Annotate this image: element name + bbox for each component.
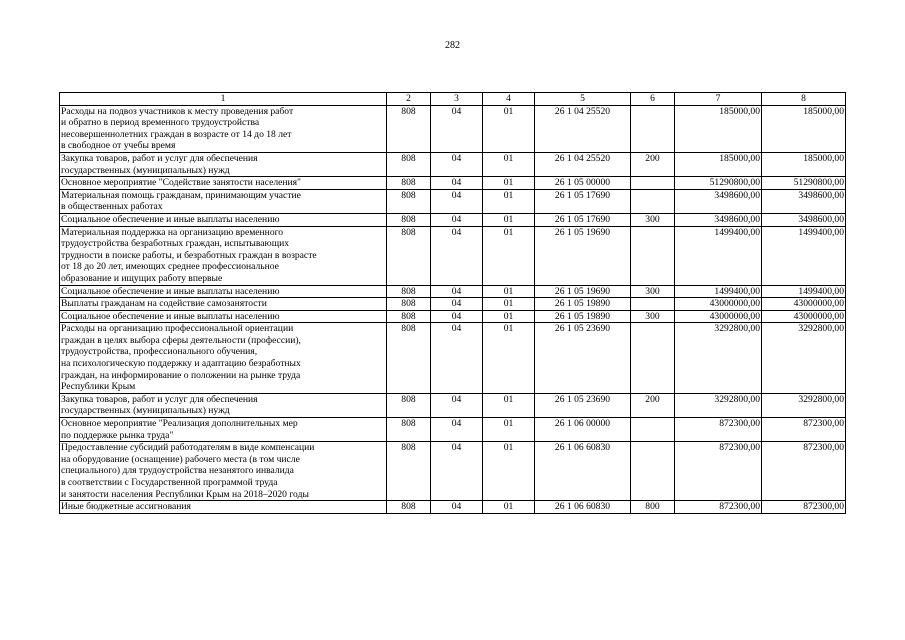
subsection-code-cell: 01 bbox=[483, 189, 535, 213]
target-article-cell: 26 1 05 00000 bbox=[535, 177, 631, 190]
amount-2020-cell: 872300,00 bbox=[762, 501, 846, 514]
header-cell: 7 bbox=[675, 93, 762, 106]
target-article-cell: 26 1 04 25520 bbox=[535, 105, 631, 152]
header-cell: 8 bbox=[762, 93, 846, 106]
ministry-code-cell: 808 bbox=[387, 310, 431, 323]
section-code-cell: 04 bbox=[431, 442, 483, 501]
ministry-code-cell: 808 bbox=[387, 177, 431, 190]
table-row bbox=[60, 285, 846, 298]
subsection-code-cell: 01 bbox=[483, 418, 535, 442]
expense-type-cell: 300 bbox=[631, 213, 675, 226]
amount-2020-cell: 3498600,00 bbox=[762, 213, 846, 226]
subsection-code-cell: 01 bbox=[483, 105, 535, 152]
expense-type-cell: 200 bbox=[631, 393, 675, 417]
subsection-code-cell: 01 bbox=[483, 501, 535, 514]
table-row bbox=[60, 501, 846, 514]
table-row bbox=[60, 310, 846, 323]
subsection-code-cell: 01 bbox=[483, 285, 535, 298]
amount-2020-cell: 3498600,00 bbox=[762, 189, 846, 213]
amount-2020-cell: 1499400,00 bbox=[762, 226, 846, 285]
target-article-cell: 26 1 05 19690 bbox=[535, 285, 631, 298]
target-article-cell: 26 1 06 60830 bbox=[535, 501, 631, 514]
section-code-cell: 04 bbox=[431, 501, 483, 514]
subsection-code-cell: 01 bbox=[483, 442, 535, 501]
row-name-cell: Предоставление субсидий работодателям в виде компенсации на оборудование (оснащение) рабочего места (в том числе специального) для трудоустройства незанятого инвалида в соответствии с Государственной программой труда и занятости населения Республики Крым на 2018–2020 годы bbox=[60, 442, 387, 501]
header-cell: 1 bbox=[60, 93, 387, 106]
section-code-cell: 04 bbox=[431, 152, 483, 176]
amount-2020-cell: 185000,00 bbox=[762, 105, 846, 152]
amount-2020-cell: 3292800,00 bbox=[762, 393, 846, 417]
section-code-cell: 04 bbox=[431, 226, 483, 285]
ministry-code-cell: 808 bbox=[387, 393, 431, 417]
table-row bbox=[60, 152, 846, 176]
row-name-cell: Выплаты гражданам на содействие самозанятости bbox=[60, 298, 387, 311]
amount-2019-cell: 1499400,00 bbox=[675, 285, 762, 298]
amount-2019-cell: 872300,00 bbox=[675, 442, 762, 501]
amount-2020-cell: 872300,00 bbox=[762, 442, 846, 501]
target-article-cell: 26 1 05 19890 bbox=[535, 310, 631, 323]
table-body bbox=[60, 105, 846, 513]
amount-2019-cell: 3498600,00 bbox=[675, 213, 762, 226]
subsection-code-cell: 01 bbox=[483, 298, 535, 311]
section-code-cell: 04 bbox=[431, 285, 483, 298]
expense-type-cell bbox=[631, 442, 675, 501]
row-name-cell: Социальное обеспечение и иные выплаты населению bbox=[60, 310, 387, 323]
row-name-cell: Расходы на организацию профессиональной ориентации граждан в целях выбора сферы деятельности (профессии), трудоустройства, профессионального обучения, на психологическую поддержку и адаптацию безработных граждан, на информирование о положении на рынке труда Республики Крым bbox=[60, 323, 387, 394]
ministry-code-cell: 808 bbox=[387, 285, 431, 298]
header-cell: 5 bbox=[535, 93, 631, 106]
target-article-cell: 26 1 06 00000 bbox=[535, 418, 631, 442]
header-row bbox=[60, 93, 846, 106]
amount-2019-cell: 3498600,00 bbox=[675, 189, 762, 213]
amount-2020-cell: 185000,00 bbox=[762, 152, 846, 176]
target-article-cell: 26 1 05 17690 bbox=[535, 213, 631, 226]
target-article-cell: 26 1 05 19690 bbox=[535, 226, 631, 285]
table-row bbox=[60, 226, 846, 285]
table-row bbox=[60, 177, 846, 190]
expense-type-cell bbox=[631, 418, 675, 442]
subsection-code-cell: 01 bbox=[483, 152, 535, 176]
row-name-cell: Закупка товаров, работ и услуг для обеспечения государственных (муниципальных) нужд bbox=[60, 152, 387, 176]
section-code-cell: 04 bbox=[431, 393, 483, 417]
section-code-cell: 04 bbox=[431, 189, 483, 213]
section-code-cell: 04 bbox=[431, 213, 483, 226]
subsection-code-cell: 01 bbox=[483, 177, 535, 190]
amount-2020-cell: 1499400,00 bbox=[762, 285, 846, 298]
ministry-code-cell: 808 bbox=[387, 323, 431, 394]
ministry-code-cell: 808 bbox=[387, 501, 431, 514]
section-code-cell: 04 bbox=[431, 418, 483, 442]
amount-2019-cell: 51290800,00 bbox=[675, 177, 762, 190]
amount-2019-cell: 43000000,00 bbox=[675, 310, 762, 323]
expense-type-cell: 200 bbox=[631, 152, 675, 176]
section-code-cell: 04 bbox=[431, 298, 483, 311]
subsection-code-cell: 01 bbox=[483, 393, 535, 417]
header-cell: 4 bbox=[483, 93, 535, 106]
table-row bbox=[60, 105, 846, 152]
ministry-code-cell: 808 bbox=[387, 213, 431, 226]
subsection-code-cell: 01 bbox=[483, 213, 535, 226]
target-article-cell: 26 1 04 25520 bbox=[535, 152, 631, 176]
table-row bbox=[60, 442, 846, 501]
target-article-cell: 26 1 05 17690 bbox=[535, 189, 631, 213]
row-name-cell: Основное мероприятие "Реализация дополнительных мер по поддержке рынка труда" bbox=[60, 418, 387, 442]
table-row bbox=[60, 213, 846, 226]
ministry-code-cell: 808 bbox=[387, 189, 431, 213]
header-cell: 2 bbox=[387, 93, 431, 106]
table-row bbox=[60, 393, 846, 417]
expense-type-cell bbox=[631, 226, 675, 285]
amount-2020-cell: 51290800,00 bbox=[762, 177, 846, 190]
row-name-cell: Иные бюджетные ассигнования bbox=[60, 501, 387, 514]
row-name-cell: Закупка товаров, работ и услуг для обеспечения государственных (муниципальных) нужд bbox=[60, 393, 387, 417]
header-cell: 6 bbox=[631, 93, 675, 106]
expense-type-cell: 300 bbox=[631, 310, 675, 323]
expense-type-cell: 800 bbox=[631, 501, 675, 514]
amount-2019-cell: 872300,00 bbox=[675, 501, 762, 514]
amount-2020-cell: 43000000,00 bbox=[762, 298, 846, 311]
target-article-cell: 26 1 06 60830 bbox=[535, 442, 631, 501]
row-name-cell: Расходы на подвоз участников к месту проведения работ и обратно в период временного трудоустройства несовершеннолетних граждан в возрасте от 14 до 18 лет в свободное от учебы время bbox=[60, 105, 387, 152]
row-name-cell: Социальное обеспечение и иные выплаты населению bbox=[60, 285, 387, 298]
ministry-code-cell: 808 bbox=[387, 105, 431, 152]
header-cell: 3 bbox=[431, 93, 483, 106]
budget-table bbox=[59, 92, 846, 514]
subsection-code-cell: 01 bbox=[483, 310, 535, 323]
ministry-code-cell: 808 bbox=[387, 152, 431, 176]
amount-2019-cell: 872300,00 bbox=[675, 418, 762, 442]
expense-type-cell bbox=[631, 323, 675, 394]
table-row bbox=[60, 298, 846, 311]
table-row bbox=[60, 189, 846, 213]
row-name-cell: Материальная поддержка на организацию временного трудоустройства безработных граждан, испытывающих трудности в поиске работы, и безработных граждан в возрасте от 18 до 20 лет, имеющих среднее профессиональное образование и ищущих работу впервые bbox=[60, 226, 387, 285]
amount-2019-cell: 185000,00 bbox=[675, 105, 762, 152]
section-code-cell: 04 bbox=[431, 105, 483, 152]
ministry-code-cell: 808 bbox=[387, 298, 431, 311]
row-name-cell: Основное мероприятие "Содействие занятости населения" bbox=[60, 177, 387, 190]
subsection-code-cell: 01 bbox=[483, 323, 535, 394]
amount-2019-cell: 3292800,00 bbox=[675, 323, 762, 394]
page-number: 282 bbox=[445, 40, 460, 51]
section-code-cell: 04 bbox=[431, 310, 483, 323]
expense-type-cell: 300 bbox=[631, 285, 675, 298]
subsection-code-cell: 01 bbox=[483, 226, 535, 285]
ministry-code-cell: 808 bbox=[387, 418, 431, 442]
amount-2019-cell: 43000000,00 bbox=[675, 298, 762, 311]
ministry-code-cell: 808 bbox=[387, 226, 431, 285]
amount-2019-cell: 1499400,00 bbox=[675, 226, 762, 285]
ministry-code-cell: 808 bbox=[387, 442, 431, 501]
expense-type-cell bbox=[631, 177, 675, 190]
amount-2020-cell: 43000000,00 bbox=[762, 310, 846, 323]
expense-type-cell bbox=[631, 105, 675, 152]
row-name-cell: Социальное обеспечение и иные выплаты населению bbox=[60, 213, 387, 226]
section-code-cell: 04 bbox=[431, 177, 483, 190]
amount-2019-cell: 3292800,00 bbox=[675, 393, 762, 417]
target-article-cell: 26 1 05 23690 bbox=[535, 323, 631, 394]
amount-2020-cell: 3292800,00 bbox=[762, 323, 846, 394]
target-article-cell: 26 1 05 19890 bbox=[535, 298, 631, 311]
table-row bbox=[60, 418, 846, 442]
amount-2020-cell: 872300,00 bbox=[762, 418, 846, 442]
table-row bbox=[60, 323, 846, 394]
section-code-cell: 04 bbox=[431, 323, 483, 394]
amount-2019-cell: 185000,00 bbox=[675, 152, 762, 176]
target-article-cell: 26 1 05 23690 bbox=[535, 393, 631, 417]
expense-type-cell bbox=[631, 189, 675, 213]
expense-type-cell bbox=[631, 298, 675, 311]
row-name-cell: Материальная помощь гражданам, принимающим участие в общественных работах bbox=[60, 189, 387, 213]
